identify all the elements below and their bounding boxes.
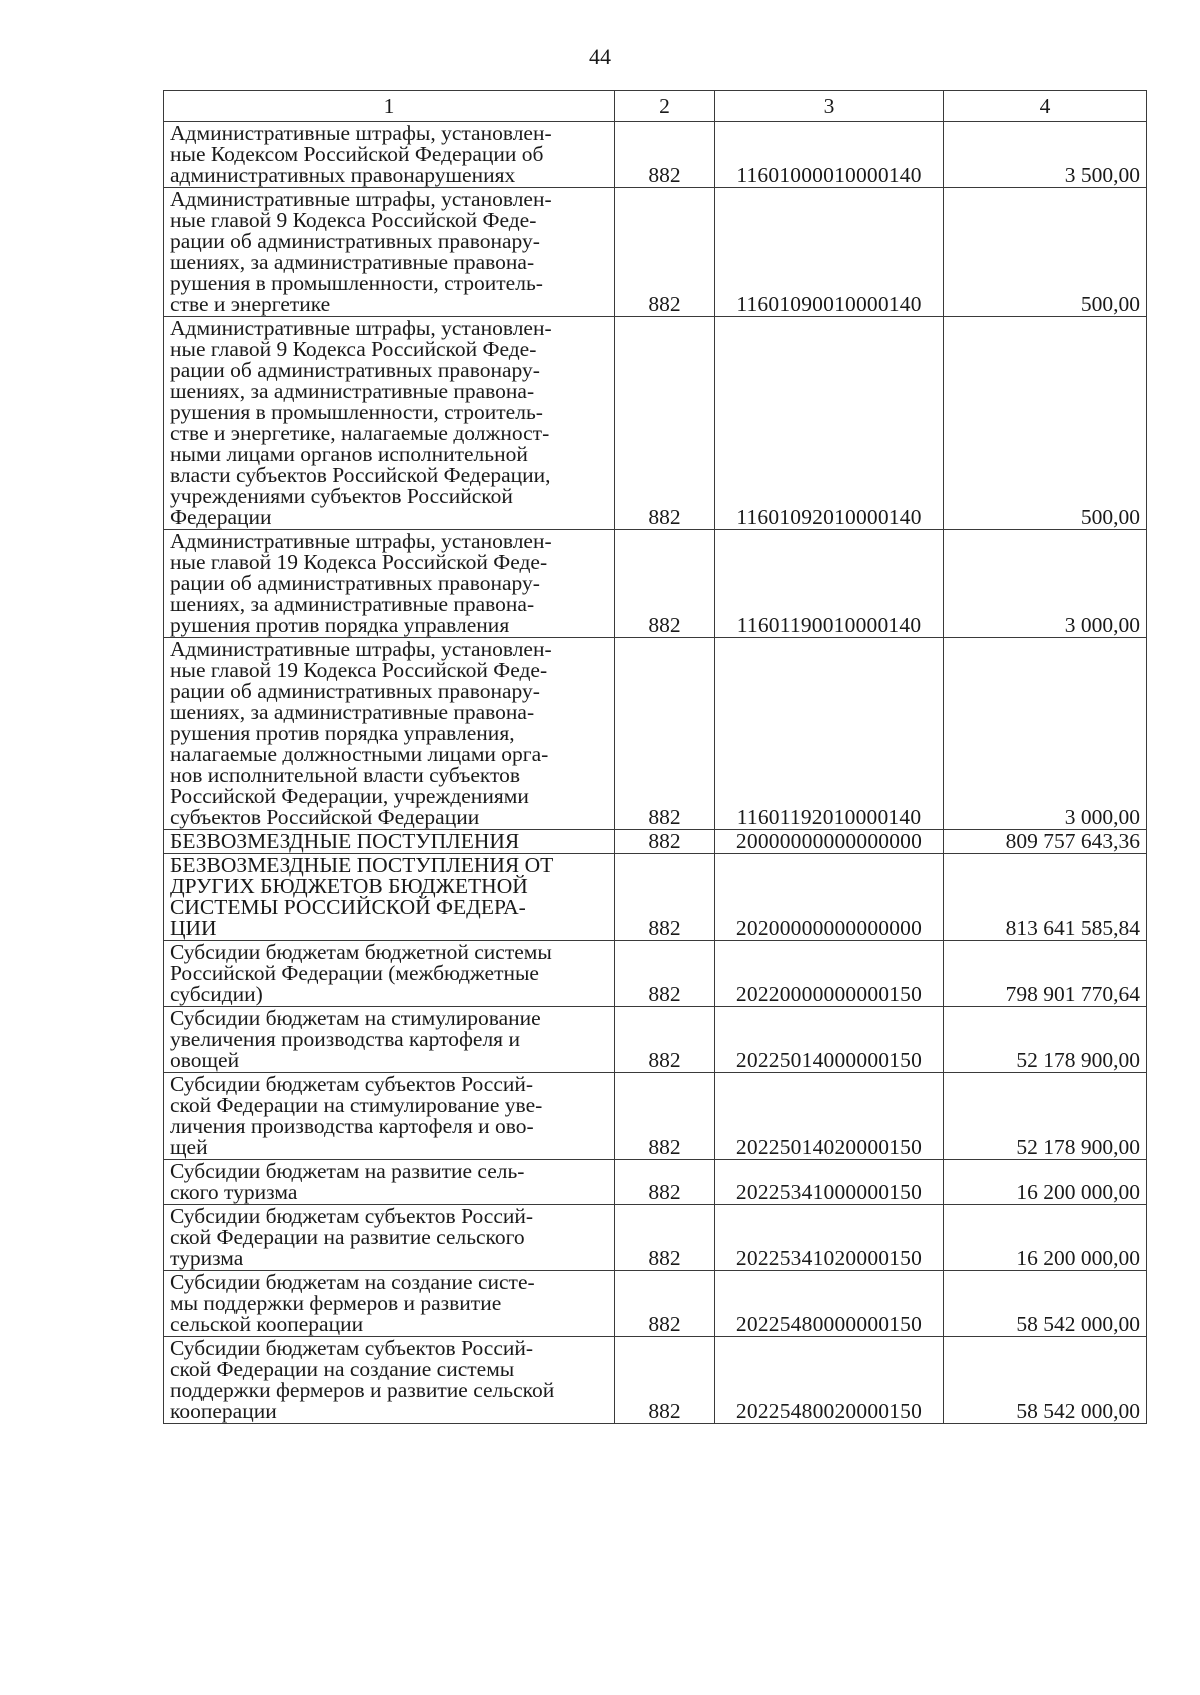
table-row <box>164 941 1147 1007</box>
revenue-name-line: Российской Федерации, учреждениями <box>170 784 529 808</box>
revenue-name-line: Российской Федерации (межбюджетные <box>170 961 539 985</box>
revenue-name-line: Административные штрафы, установлен- <box>170 316 552 340</box>
budget-revenue-table <box>163 90 1147 1424</box>
table-row <box>164 122 1147 188</box>
amount-cell: 3 500,00 <box>944 122 1147 188</box>
revenue-name-line: Субсидии бюджетам субъектов Россий- <box>170 1336 534 1360</box>
revenue-name-cell <box>164 638 615 830</box>
revenue-name-cell <box>164 830 615 854</box>
revenue-name-line: Федерации <box>170 505 272 529</box>
budget-code-cell: 20200000000000000 <box>715 854 944 941</box>
amount-cell: 52 178 900,00 <box>944 1007 1147 1073</box>
admin-code-cell: 882 <box>615 1007 715 1073</box>
admin-code-cell: 882 <box>615 830 715 854</box>
revenue-name-line: шениях, за административные правона- <box>170 250 535 274</box>
revenue-name-line: ные главой 19 Кодекса Российской Феде- <box>170 550 548 574</box>
revenue-name-cell <box>164 941 615 1007</box>
revenue-name-line: СИСТЕМЫ РОССИЙСКОЙ ФЕДЕРА- <box>170 895 526 919</box>
revenue-name-line: сельской кооперации <box>170 1312 364 1336</box>
page-number: 44 <box>589 44 611 69</box>
revenue-name-line: рушения в промышленности, строитель- <box>170 400 543 424</box>
revenue-name-line: рации об административных правонару- <box>170 679 540 703</box>
revenue-name-cell <box>164 530 615 638</box>
admin-code-cell: 882 <box>615 941 715 1007</box>
revenue-name-line: рушения против порядка управления <box>170 613 510 637</box>
table-row <box>164 1007 1147 1073</box>
amount-cell: 58 542 000,00 <box>944 1271 1147 1337</box>
revenue-name-line: ные главой 9 Кодекса Российской Феде- <box>170 337 537 361</box>
table-body <box>164 122 1147 1424</box>
amount-cell: 3 000,00 <box>944 638 1147 830</box>
column-header-4: 4 <box>944 91 1147 122</box>
revenue-name-line: стве и энергетике <box>170 292 331 316</box>
revenue-name-line: шениях, за административные правона- <box>170 379 535 403</box>
revenue-name-cell <box>164 122 615 188</box>
revenue-name-line: ные Кодексом Российской Федерации об <box>170 142 544 166</box>
revenue-name-cell <box>164 1271 615 1337</box>
revenue-name-line: ского туризма <box>170 1180 298 1204</box>
revenue-name-line: нов исполнительной власти субъектов <box>170 763 521 787</box>
revenue-name-line: Субсидии бюджетам на создание систе- <box>170 1270 535 1294</box>
table-row <box>164 854 1147 941</box>
budget-code-cell: 20225341020000150 <box>715 1205 944 1271</box>
budget-code-cell: 11601092010000140 <box>715 317 944 530</box>
revenue-name-line: рации об административных правонару- <box>170 358 540 382</box>
revenue-name-line: поддержки фермеров и развитие сельской <box>170 1378 555 1402</box>
revenue-name-line: рации об административных правонару- <box>170 571 540 595</box>
table-row <box>164 1337 1147 1424</box>
revenue-name-line: Административные штрафы, установлен- <box>170 637 552 661</box>
admin-code-cell: 882 <box>615 1205 715 1271</box>
revenue-name-line: учреждениями субъектов Российской <box>170 484 513 508</box>
column-header-3: 3 <box>715 91 944 122</box>
revenue-name-cell <box>164 1205 615 1271</box>
revenue-name-cell <box>164 1160 615 1205</box>
table-row <box>164 1073 1147 1160</box>
table-row <box>164 530 1147 638</box>
admin-code-cell: 882 <box>615 1271 715 1337</box>
revenue-name-line: ные главой 9 Кодекса Российской Феде- <box>170 208 537 232</box>
amount-cell: 3 000,00 <box>944 530 1147 638</box>
table-row <box>164 830 1147 854</box>
revenue-name-line: личения производства картофеля и ово- <box>170 1114 534 1138</box>
revenue-name-line: Субсидии бюджетам на развитие сель- <box>170 1159 525 1183</box>
revenue-name-line: субъектов Российской Федерации <box>170 805 480 829</box>
revenue-name-line: Административные штрафы, установлен- <box>170 187 552 211</box>
amount-cell: 58 542 000,00 <box>944 1337 1147 1424</box>
revenue-name-line: Субсидии бюджетам субъектов Россий- <box>170 1204 534 1228</box>
budget-code-cell: 11601090010000140 <box>715 188 944 317</box>
header-row <box>164 91 1147 122</box>
admin-code-cell: 882 <box>615 122 715 188</box>
budget-code-cell: 20220000000000150 <box>715 941 944 1007</box>
column-header-1: 1 <box>164 91 615 122</box>
admin-code-cell: 882 <box>615 1073 715 1160</box>
amount-cell: 52 178 900,00 <box>944 1073 1147 1160</box>
budget-code-cell: 20000000000000000 <box>715 830 944 854</box>
revenue-name-cell <box>164 1007 615 1073</box>
amount-cell: 500,00 <box>944 317 1147 530</box>
revenue-name-line: туризма <box>170 1246 244 1270</box>
revenue-name-line: мы поддержки фермеров и развитие <box>170 1291 502 1315</box>
revenue-name-line: увеличения производства картофеля и <box>170 1027 520 1051</box>
admin-code-cell: 882 <box>615 1160 715 1205</box>
revenue-name-line: Субсидии бюджетам бюджетной системы <box>170 940 552 964</box>
budget-code-cell: 20225341000000150 <box>715 1160 944 1205</box>
revenue-name-line: субсидии) <box>170 982 263 1006</box>
revenue-name-line: овощей <box>170 1048 240 1072</box>
revenue-name-line: ными лицами органов исполнительной <box>170 442 528 466</box>
table-header <box>164 91 1147 122</box>
revenue-name-line: стве и энергетике, налагаемые должност- <box>170 421 550 445</box>
admin-code-cell: 882 <box>615 188 715 317</box>
revenue-name-line: Административные штрафы, установлен- <box>170 529 552 553</box>
admin-code-cell: 882 <box>615 530 715 638</box>
budget-code-cell: 20225014000000150 <box>715 1007 944 1073</box>
budget-code-cell: 11601190010000140 <box>715 530 944 638</box>
revenue-name-cell <box>164 1337 615 1424</box>
revenue-name-line: ные главой 19 Кодекса Российской Феде- <box>170 658 548 682</box>
table-row <box>164 317 1147 530</box>
revenue-name-line: ДРУГИХ БЮДЖЕТОВ БЮДЖЕТНОЙ <box>170 874 528 898</box>
revenue-name-line: Субсидии бюджетам субъектов Россий- <box>170 1072 534 1096</box>
amount-cell: 500,00 <box>944 188 1147 317</box>
table-row <box>164 1160 1147 1205</box>
table-row <box>164 1205 1147 1271</box>
amount-cell: 16 200 000,00 <box>944 1160 1147 1205</box>
column-header-2: 2 <box>615 91 715 122</box>
revenue-name-line: кооперации <box>170 1399 277 1423</box>
budget-code-cell: 20225014020000150 <box>715 1073 944 1160</box>
revenue-name-cell <box>164 317 615 530</box>
revenue-name-cell <box>164 854 615 941</box>
revenue-name-line: щей <box>170 1135 208 1159</box>
budget-code-cell: 11601000010000140 <box>715 122 944 188</box>
budget-code-cell: 20225480000000150 <box>715 1271 944 1337</box>
amount-cell: 809 757 643,36 <box>944 830 1147 854</box>
revenue-name-line: рушения против порядка управления, <box>170 721 515 745</box>
budget-code-cell: 11601192010000140 <box>715 638 944 830</box>
admin-code-cell: 882 <box>615 1337 715 1424</box>
amount-cell: 798 901 770,64 <box>944 941 1147 1007</box>
revenue-name-line: налагаемые должностными лицами орга- <box>170 742 549 766</box>
revenue-name-line: шениях, за административные правона- <box>170 700 535 724</box>
revenue-name-line: власти субъектов Российской Федерации, <box>170 463 551 487</box>
revenue-name-line: БЕЗВОЗМЕЗДНЫЕ ПОСТУПЛЕНИЯ ОТ <box>170 853 554 877</box>
revenue-name-line: Субсидии бюджетам на стимулирование <box>170 1006 541 1030</box>
revenue-name-line: Административные штрафы, установлен- <box>170 121 552 145</box>
amount-cell: 16 200 000,00 <box>944 1205 1147 1271</box>
budget-code-cell: 20225480020000150 <box>715 1337 944 1424</box>
admin-code-cell: 882 <box>615 317 715 530</box>
revenue-name-cell <box>164 1073 615 1160</box>
revenue-name-line: шениях, за административные правона- <box>170 592 535 616</box>
revenue-name-line: ской Федерации на стимулирование уве- <box>170 1093 543 1117</box>
admin-code-cell: 882 <box>615 854 715 941</box>
admin-code-cell: 882 <box>615 638 715 830</box>
revenue-name-line: ской Федерации на создание системы <box>170 1357 515 1381</box>
revenue-name-line: ской Федерации на развитие сельского <box>170 1225 525 1249</box>
table-row <box>164 188 1147 317</box>
table-row <box>164 1271 1147 1337</box>
amount-cell: 813 641 585,84 <box>944 854 1147 941</box>
table-row <box>164 638 1147 830</box>
revenue-name-line: рации об административных правонару- <box>170 229 540 253</box>
revenue-name-line: рушения в промышленности, строитель- <box>170 271 543 295</box>
revenue-name-line: БЕЗВОЗМЕЗДНЫЕ ПОСТУПЛЕНИЯ <box>170 829 520 853</box>
revenue-name-line: административных правонарушениях <box>170 163 516 187</box>
revenue-name-cell <box>164 188 615 317</box>
revenue-name-line: ЦИИ <box>170 916 217 940</box>
